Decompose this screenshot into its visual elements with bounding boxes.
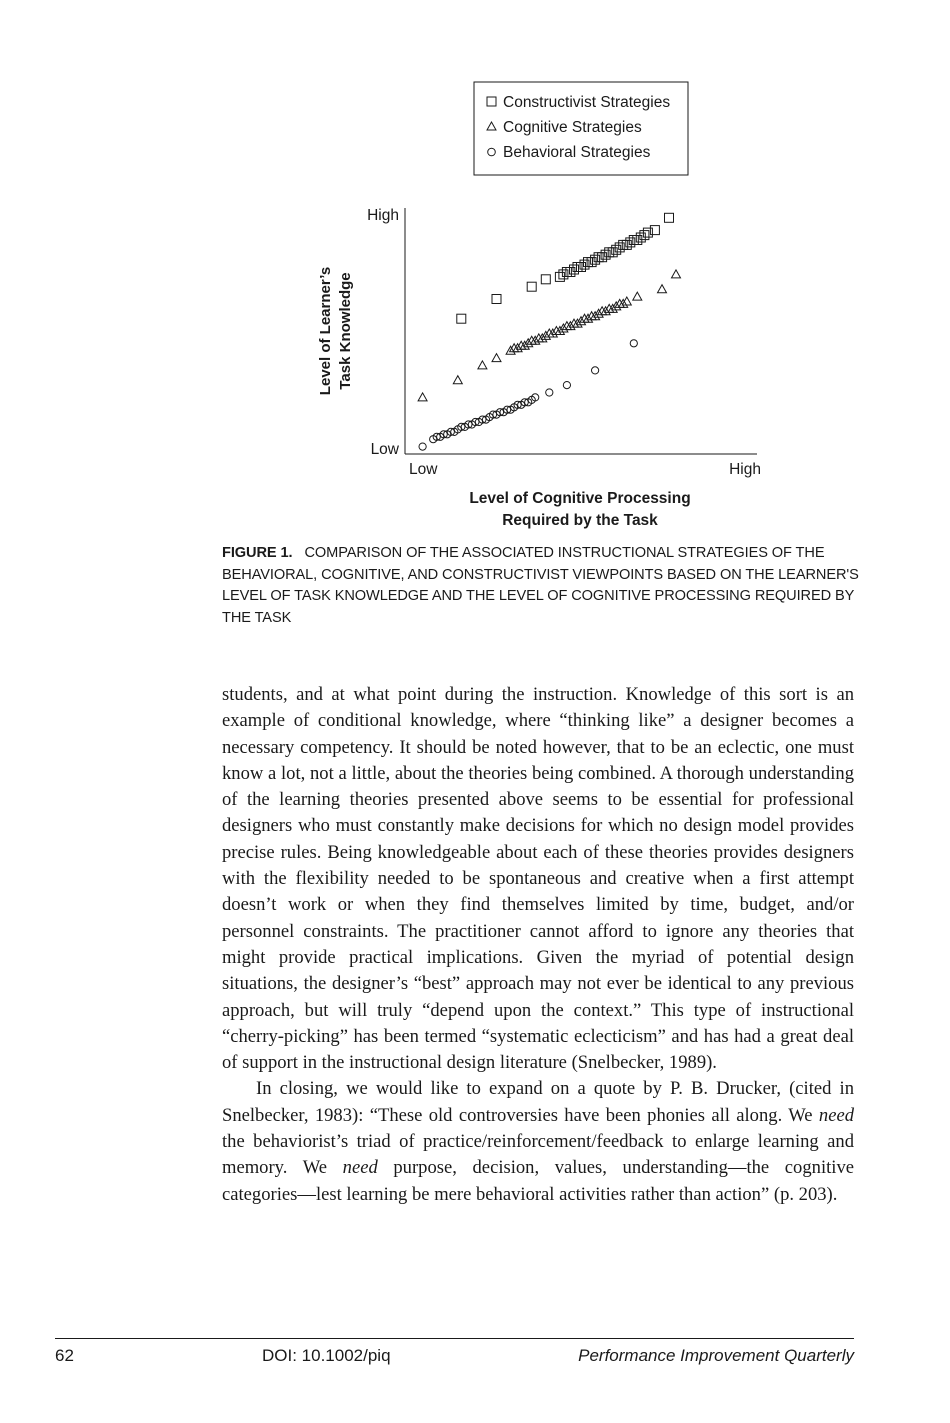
y-tick-high: High: [367, 207, 399, 224]
behavioral-strategies-point-34: [592, 367, 599, 374]
y-axis-title-line2: Task Knowledge: [337, 272, 354, 390]
constructivist-strategies-point-32: [665, 213, 674, 222]
constructivist-strategies-point-25: [626, 238, 635, 247]
legend: [474, 82, 688, 175]
constructivist-strategies-point-3: [527, 282, 536, 291]
x-axis-title-line1: Level of Cognitive Processing: [469, 490, 691, 507]
legend-label-behavioral: Behavioral Strategies: [503, 144, 651, 161]
constructivist-strategies-point-1: [457, 314, 466, 323]
page-number: 62: [55, 1346, 74, 1365]
constructivist-strategies-point-12: [580, 260, 589, 269]
x-tick-low: Low: [409, 461, 438, 478]
constructivist-strategies-point-4: [541, 275, 550, 284]
cognitive-strategies-point-39: [633, 292, 642, 300]
cognitive-strategies-point-2: [453, 376, 462, 384]
y-axis-title-line1: Level of Learner’s: [317, 266, 334, 396]
y-tick-low: Low: [370, 441, 399, 458]
legend-label-constructivist: Constructivist Strategies: [503, 94, 671, 111]
constructivist-strategies-point-18: [601, 250, 610, 259]
figure-caption-label: FIGURE 1.: [222, 545, 293, 561]
figure-caption-text: COMPARISON OF THE ASSOCIATED INSTRUCTIONAL STRATEGIES OF THE BEHAVIORAL, COGNITIVE, AND CONSTRUCTIVIST VIEWPOINTS BASED ON THE LEARNER'S LEVEL OF TASK KNOWLEDGE AND THE LEVEL OF COGNITIVE PROCESSING REQUIRED BY THE TASK: [222, 545, 859, 627]
cognitive-strategies-point-3: [478, 361, 487, 369]
constructivist-strategies-point-6: [559, 270, 568, 279]
cognitive-strategies-point-4: [492, 354, 501, 362]
behavioral-strategies-point-33: [563, 382, 570, 389]
body-text: [222, 682, 854, 1208]
constructivist-strategies-point-31: [650, 226, 659, 235]
figure-1-chart: [0, 0, 950, 540]
paragraph-1: students, and at what point during the instruction. Knowledge of this sort is an example of conditional knowledge, where “thinking like” a designer becomes a necessary competency. It should be noted however, that to be an eclectic, one must know a lot, not a little, about the theories being combined. A thorough understanding of the learning theories presented above seems to be essential for professional designers who must constantly make decisions for which no design model provides precise rules. Being knowledgeable about each of these theories provides designers with the flexibility needed to be spontaneous and creative when a first attempt doesn’t work or when they find themselves limited by time, budget, and/or personnel constraints. The practitioner cannot afford to ignore any theories that might provide practical implications. Given the myriad of potential design situations, the designer’s “best” approach may not ever be identical to any previous approach, but will truly “depend upon the context.” This type of instructional “cherry-picking” has been termed “systematic eclecticism” and has had a great deal of support in the instructional design literature (Snelbecker, 1989).: [222, 684, 854, 1074]
emphasis-need-2: need: [342, 1157, 378, 1179]
behavioral-strategies-point-1: [419, 443, 426, 450]
x-axis-title-line2: Required by the Task: [502, 512, 658, 529]
constructivist-strategies-point-9: [570, 265, 579, 274]
behavioral-strategies-point-32: [546, 389, 553, 396]
constructivist-strategies-point-15: [591, 255, 600, 264]
plot-points: [418, 213, 680, 450]
behavioral-strategies-point-35: [630, 340, 637, 347]
emphasis-need-1: need: [818, 1104, 854, 1126]
paragraph-2-part-1: In closing, we would like to expand on a quote by P. B. Drucker, (cited in Snelbecker, 1983): “These old controversies have been phonies all along. We: [222, 1078, 854, 1126]
footer-rule: [55, 1338, 854, 1339]
paragraph-2-part-2: the behaviorist’s triad of practice/reinforcement/feedback to enlarge learning and memory. We: [222, 1131, 854, 1179]
cognitive-strategies-point-41: [672, 270, 681, 278]
x-tick-high: High: [729, 461, 761, 478]
journal-name: Performance Improvement Quarterly: [578, 1346, 854, 1365]
constructivist-strategies-point-2: [492, 295, 501, 304]
y-axis-title: [317, 267, 354, 395]
legend-label-cognitive: Cognitive Strategies: [503, 119, 642, 136]
cognitive-strategies-point-40: [658, 285, 667, 293]
doi: DOI: 10.1002/piq: [262, 1346, 391, 1365]
paragraph-2: [222, 1076, 854, 1207]
paragraph-2-part-3: purpose, decision, values, understanding—the cognitive categories—lest learning be mere behavioral activities rather than action” (p. 203).: [222, 1157, 854, 1205]
figure-caption: [222, 543, 862, 630]
cognitive-strategies-point-1: [418, 393, 427, 401]
